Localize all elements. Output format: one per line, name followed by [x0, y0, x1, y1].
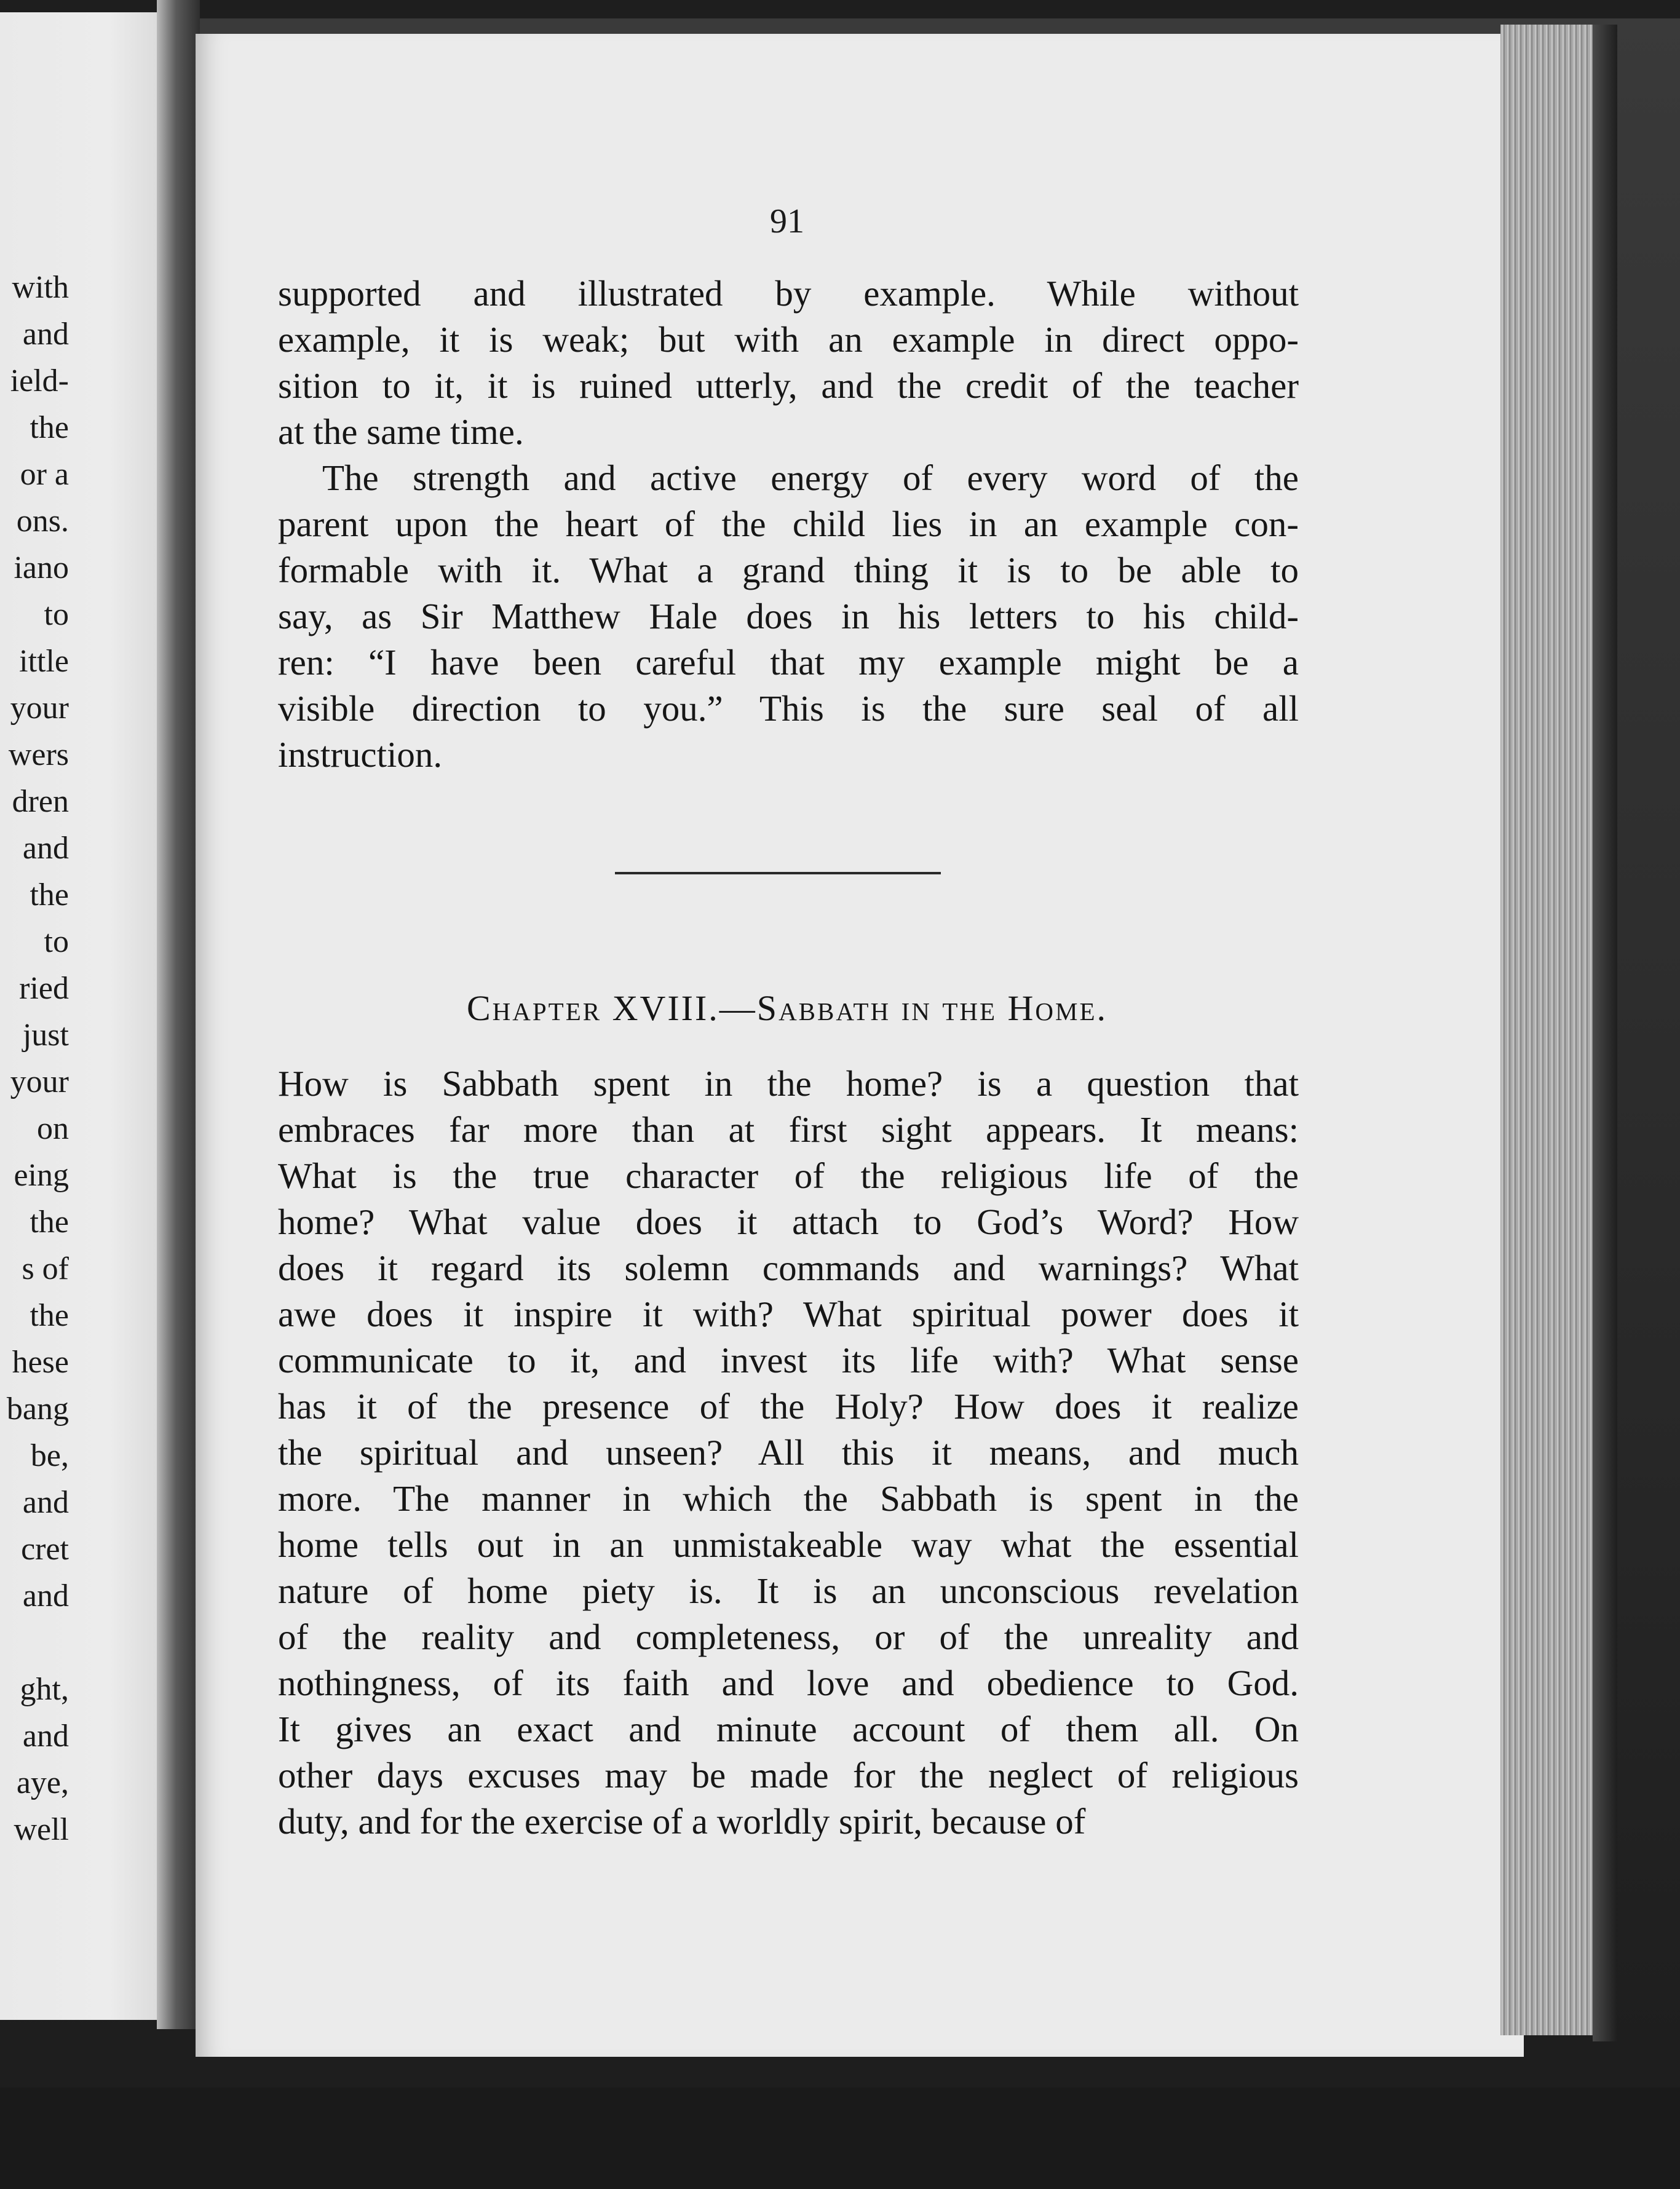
text-line: say, as Sir Matthew Hale does in his letters to his child-	[278, 596, 1299, 636]
chapter-title: Chapter XVIII.—Sabbath in the Home.	[466, 988, 1108, 1028]
previous-page-fragment: to	[44, 597, 69, 632]
book-gutter	[157, 0, 200, 2029]
previous-page-fragment: cret	[21, 1532, 69, 1567]
section-divider	[615, 872, 941, 874]
previous-page-fragment: iano	[14, 550, 69, 585]
text-line: sition to it, it is ruined utterly, and the credit of the teacher	[278, 365, 1299, 406]
text-line: example, it is weak; but with an example in direct oppo-	[278, 319, 1299, 360]
previous-page-fragment: ield-	[10, 363, 69, 398]
page-number: 91	[770, 202, 804, 240]
previous-page-fragment: ons.	[16, 504, 69, 539]
previous-page-fragment: dren	[12, 784, 69, 819]
previous-page-fragment: and	[22, 1719, 69, 1754]
text-line: home tells out in an unmistakeable way what the essential	[278, 1524, 1299, 1565]
paragraph-3	[278, 1061, 1299, 1845]
previous-page-fragment: well	[14, 1812, 69, 1847]
previous-page-fragment: eing	[14, 1158, 69, 1193]
text-line: other days excuses may be made for the neglect of religious	[278, 1755, 1299, 1795]
previous-page-fragment: and	[22, 317, 69, 352]
previous-page-fragment: aye,	[16, 1765, 69, 1800]
text-line: parent upon the heart of the child lies in an example con-	[278, 504, 1299, 544]
previous-page-fragment: to	[44, 924, 69, 959]
text-line: How is Sabbath spent in the home? is a question that	[278, 1063, 1299, 1104]
paragraph-2	[278, 455, 1299, 778]
previous-page-fragment: and	[22, 831, 69, 866]
previous-page-fragment: and	[22, 1485, 69, 1520]
previous-page-fragment: or a	[20, 457, 69, 492]
previous-page-fragment: the	[30, 410, 69, 445]
previous-page-fragment: ittle	[19, 644, 69, 679]
text-line: does it regard its solemn commands and warnings? What	[278, 1248, 1299, 1288]
page-edge-shadow	[1593, 25, 1617, 2041]
page-edges	[1500, 25, 1593, 2035]
text-line: formable with it. What a grand thing it is to be able to	[278, 550, 1299, 590]
text-line: It gives an exact and minute account of them all. On	[278, 1709, 1299, 1749]
paragraph-1	[278, 271, 1299, 455]
text-line: supported and illustrated by example. While without	[278, 273, 1299, 314]
previous-page-fragment	[0, 1620, 69, 1666]
text-line: the spiritual and unseen? All this it means, and much	[278, 1432, 1299, 1473]
previous-page-fragment: be,	[30, 1438, 69, 1473]
previous-page-text-fragments	[0, 264, 69, 1853]
previous-page-fragment: bang	[6, 1391, 69, 1427]
scanner-top-edge	[0, 0, 1680, 18]
text-line: communicate to it, and invest its life with? What sense	[278, 1340, 1299, 1380]
previous-page-fragment: ght,	[20, 1672, 69, 1707]
previous-page-fragment: just	[22, 1018, 69, 1053]
previous-page-fragment: the	[30, 877, 69, 912]
previous-page-fragment: and	[22, 1578, 69, 1613]
text-line: nothingness, of its faith and love and obedience to God.	[278, 1663, 1299, 1703]
previous-page-fragment: with	[12, 270, 69, 305]
text-line: The strength and active energy of every word of the	[322, 457, 1299, 498]
text-line: awe does it inspire it with? What spiritual power does it	[278, 1294, 1299, 1334]
text-line: at the same time.	[278, 411, 524, 452]
previous-page-fragment: hese	[12, 1345, 69, 1380]
text-line: visible direction to you.” This is the sure seal of all	[278, 688, 1299, 729]
text-line: more. The manner in which the Sabbath is spent in the	[278, 1478, 1299, 1519]
text-line: of the reality and completeness, or of the unreality and	[278, 1617, 1299, 1657]
text-line: What is the true character of the religious life of the	[278, 1155, 1299, 1196]
text-line: instruction.	[278, 734, 443, 775]
previous-page-fragment: the	[30, 1205, 69, 1240]
previous-page-fragment: wers	[8, 737, 69, 772]
text-line: duty, and for the exercise of a worldly spirit, because of	[278, 1801, 1086, 1842]
text-line: has it of the presence of the Holy? How does it realize	[278, 1386, 1299, 1427]
text-line: nature of home piety is. It is an unconscious revelation	[278, 1570, 1299, 1611]
scanner-bottom-edge	[0, 2088, 1680, 2189]
previous-page-fragment: your	[10, 691, 69, 726]
text-line: ren: “I have been careful that my example might be a	[278, 642, 1299, 683]
previous-page-fragment: the	[30, 1298, 69, 1333]
text-line: embraces far more than at first sight appears. It means:	[278, 1109, 1299, 1150]
text-line: home? What value does it attach to God’s Word? How	[278, 1201, 1299, 1242]
previous-page-fragment: ried	[19, 971, 69, 1006]
previous-page-fragment: s of	[22, 1251, 69, 1286]
previous-page-fragment: on	[37, 1111, 69, 1146]
previous-page-fragment: your	[10, 1064, 69, 1099]
